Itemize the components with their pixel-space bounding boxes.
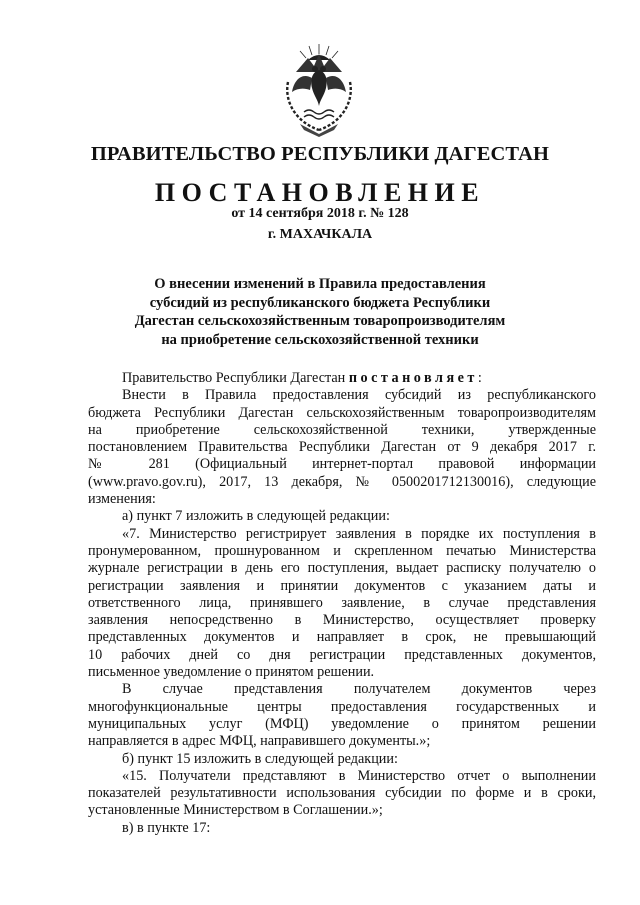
body-line: в) в пункте 17: [122,819,211,836]
document-body [88,370,596,837]
body-line: б) пункт 15 изложить в следующей редакции: [122,750,398,767]
date-and-number: от 14 сентября 2018 г. № 128 [231,206,409,221]
body-line: письменное уведомление о принятом решении. [88,664,375,681]
coat-of-arms-emblem [274,42,364,138]
title-line: Дагестан сельскохозяйственным товаропроизводителям [134,313,506,330]
body-line: 10 рабочих дней со дня регистрации представленных документов, [88,646,596,663]
intro-paragraph [88,370,596,387]
body-line: на приобретение сельскохозяйственной техники, утвержденные [88,421,596,438]
body-line: показателей результативности использования субсидии по форме и в сроки, [88,785,596,802]
body-line: Внести в Правила предоставления субсидий из республиканского [122,387,596,404]
body-line: многофункциональные центры предоставления государственных и [88,698,596,715]
intro-text: Правительство Республики Дагестан [122,370,346,386]
document-type: ПОСТАНОВЛЕНИЕ [154,178,486,207]
body-line: «7. Министерство регистрирует заявления в порядке их поступления в [122,525,596,542]
body-line: муниципальных услуг (МФЦ) уведомление о принятом решении [88,715,596,732]
body-line: установленные Министерством в Соглашении.»; [88,802,383,819]
body-line: пронумерованном, прошнурованном и скрепленном печатью Министерства [88,542,596,559]
body-line: постановлением Правительства Республики Дагестан от 9 декабря 2017 г. [88,439,596,456]
body-line: направляется в адрес МФЦ, направившего документы.»; [88,733,431,750]
intro-colon: : [477,370,482,386]
body-line: № 281 (Официальный интернет-портал правовой информации [88,456,596,473]
body-line: В случае представления получателем документов через [122,681,596,698]
body-line: заявления непосредственно в Министерство, осуществляет проверку [88,612,596,629]
body-line: журнале регистрации в день его поступления, выдает расписку получателю о [88,560,596,577]
body-line: регистрации заявления и принятии документов с указанием даты и [88,577,596,594]
body-line: (www.pravo.gov.ru), 2017, 13 декабря, № 0500201712130016), следующие [88,473,596,490]
title-line: на приобретение сельскохозяйственной техники [161,331,479,348]
government-name: ПРАВИТЕЛЬСТВО РЕСПУБЛИКИ ДАГЕСТАН [90,143,550,165]
body-line: «15. Получатели представляют в Министерство отчет о выполнении [122,767,596,784]
intro-verb: постановляет [348,370,478,386]
city-name: г. МАХАЧКАЛА [267,227,373,242]
document-title [0,275,640,349]
body-line: а) пункт 7 изложить в следующей редакции: [122,508,390,525]
body-line: бюджета Республики Дагестан сельскохозяйственным товаропроизводителям [88,404,596,421]
body-line: ответственного лица, принявшего заявление, в случае представления [88,594,596,611]
title-line: О внесении изменений в Правила предоставления [154,276,486,292]
body-line: изменения: [88,491,156,508]
title-line: субсидий из республиканского бюджета Республики [149,294,491,311]
body-line: представленных документов и направляет в срок, не превышающий [88,629,596,646]
